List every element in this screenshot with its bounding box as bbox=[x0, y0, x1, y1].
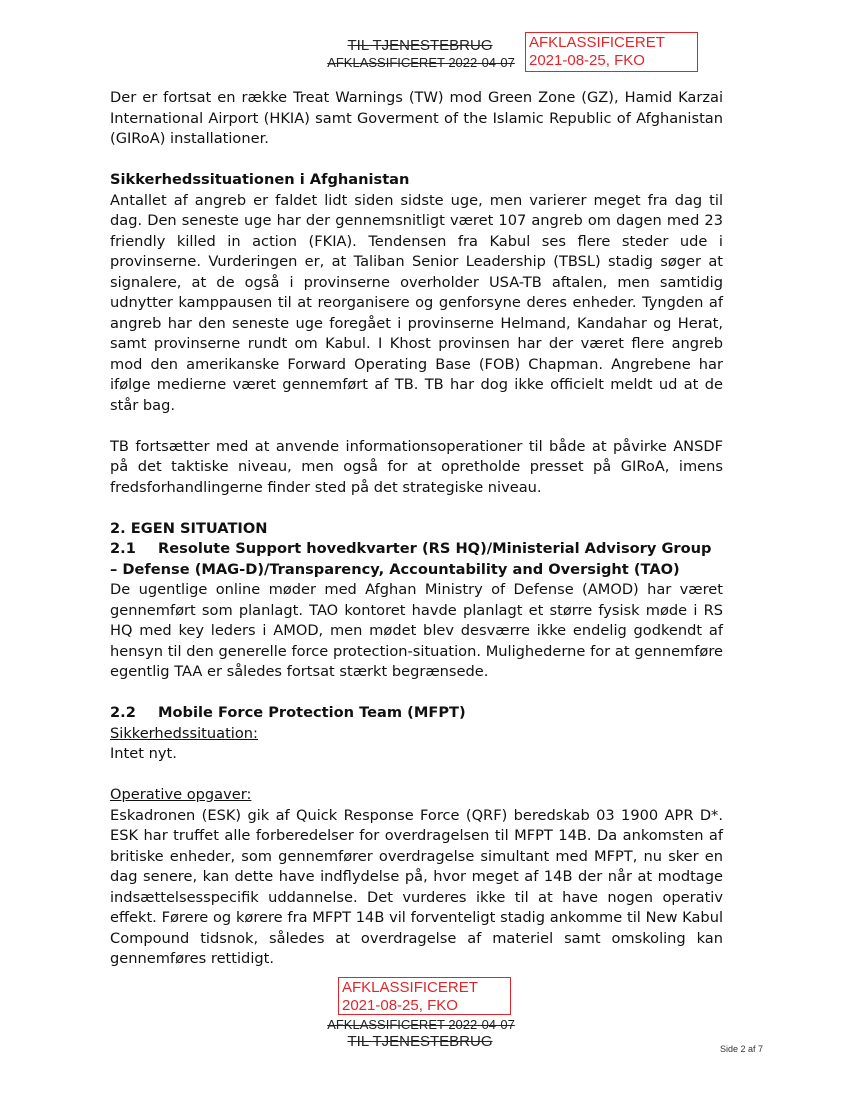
section-2-1-paragraph: De ugentlige online møder med Afghan Ministry of Defense (AMOD) har været gennemført som planlagt. TAO kontoret havde planlagt et større fysisk møde i RS HQ med key leders i AMOD, men mødet blev desværre ikke endelig godkendt af hensyn til den generelle force protection-situation. Mulighederne for at gennemføre egentlig TAA er således fortsat stærkt begrænsede. bbox=[110, 581, 723, 680]
security-situation-text: Intet nyt. bbox=[110, 745, 177, 762]
footer-classification-marking: TIL TJENESTEBRUG bbox=[347, 1033, 493, 1050]
header-declassified-stamp bbox=[525, 32, 698, 72]
header-stamp-line1: AFKLASSIFICERET bbox=[529, 34, 665, 51]
section-2-title: EGEN SITUATION bbox=[130, 519, 268, 537]
footer-declassified-stamp bbox=[338, 977, 511, 1015]
security-heading: Sikkerhedssituationen i Afghanistan bbox=[110, 171, 410, 188]
operative-tasks-subheading: Operative opgaver: bbox=[110, 786, 252, 803]
header-classification-marking: TIL TJENESTEBRUG bbox=[347, 37, 493, 54]
footer-declassification-line: AFKLASSIFICERET 2022-04-07 bbox=[327, 1017, 515, 1032]
header-declassification-line: AFKLASSIFICERET 2022-04-07 bbox=[327, 55, 515, 70]
section-2-1-title: Resolute Support hovedkvarter (RS HQ)/Ministerial Advisory Group – Defense (MAG-D)/Transparency, Accountability and Oversight (TAO) bbox=[110, 540, 712, 578]
intro-paragraph: Der er fortsat en række Treat Warnings (TW) mod Green Zone (GZ), Hamid Karzai International Airport (HKIA) samt Goverment of the Islamic Republic of Afghanistan (GIRoA) installationer. bbox=[110, 89, 723, 147]
security-situation-subheading: Sikkerhedssituation: bbox=[110, 724, 258, 742]
operative-tasks-paragraph: Eskadronen (ESK) gik af Quick Response Force (QRF) beredskab 03 1900 APR D*. ESK har truffet alle forberedelser for overdragelsen til MFPT 14B. Da ankomsten af britiske enheder, som gennemfører overdragelse simultant med MFPT, nu sker en dag senere, kan dette have indflydelse på, hvor meget af 14B der når at modtage indsættelsesspecifik uddannelse. Det vurderes ikke til at have nogen operativ effekt. Førere og kørere fra MFPT 14B vil forventeligt stadig ankomme til New Kabul Compound tidsnok, således at overdragelse af materiel samt omskoling kan gennemføres rettidigt. bbox=[110, 806, 723, 967]
document-body bbox=[110, 88, 723, 970]
section-2-2-title: Mobile Force Protection Team (MFPT) bbox=[158, 704, 466, 721]
section-2-heading bbox=[110, 519, 723, 540]
footer-stamp-line1: AFKLASSIFICERET bbox=[342, 979, 478, 996]
security-paragraph-2: TB fortsætter med at anvende informationsoperationer til både at påvirke ANSDF på det taktiske niveau, men også for at opretholde presset på GIRoA, imens fredsforhandlingerne finder sted på det strategiske niveau. bbox=[110, 437, 723, 496]
section-2-2-heading bbox=[110, 703, 723, 724]
security-paragraph-1: Antallet af angreb er faldet lidt siden sidste uge, men varierer meget fra dag til dag. Den seneste uge har der gennemsnitligt været 107 angreb om dagen med 23 friendly killed in action (FKIA). Tendensen fra Kabul ses flere steder ude i provinserne. Vurderingen er, at Taliban Senior Leadership (TBSL) stadig søger at signalere, at de også i provinserne overholder USA-TB aftalen, men samtidig udnytter kamppausen til at reorganisere og genforsyne deres enheder. Tyngden af angreb har den seneste uge foregået i provinserne Helmand, Kandahar og Herat, samt provinserne rundt om Kabul. I Khost provinsen har der været flere angreb mod den amerikanske Forward Operating Base (FOB) Chapman. Angrebene har ifølge medierne været gennemført af TB. TB har dog ikke officielt meldt ud at de står bag. bbox=[110, 191, 723, 414]
section-2-number: 2. bbox=[110, 519, 126, 537]
page-number: Side 2 af 7 bbox=[720, 1044, 764, 1054]
section-2-1-number: 2.1 bbox=[110, 540, 136, 557]
footer-stamp-line2: 2021-08-25, FKO bbox=[342, 997, 458, 1014]
section-2-2-number: 2.2 bbox=[110, 704, 136, 721]
section-2-1-heading bbox=[110, 539, 723, 580]
header-stamp-line2: 2021-08-25, FKO bbox=[529, 52, 645, 69]
